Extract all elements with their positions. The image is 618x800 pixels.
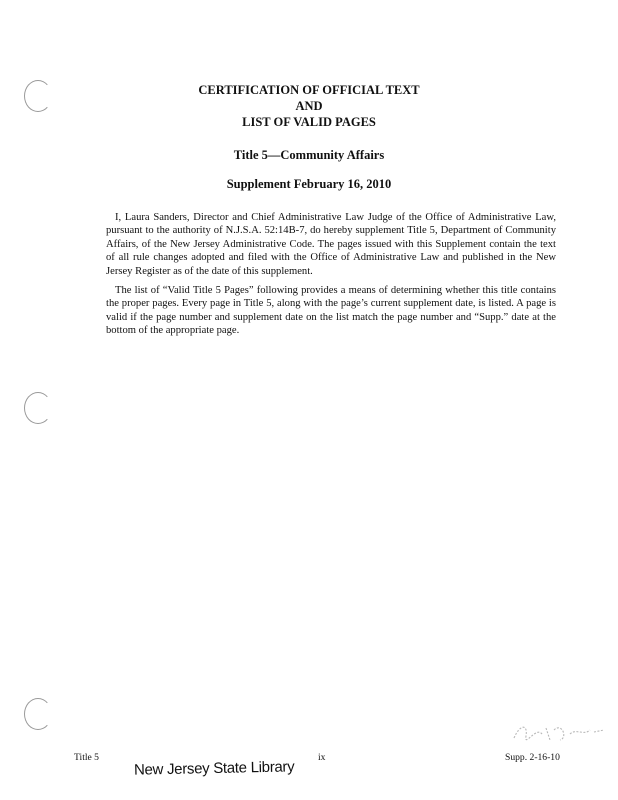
punch-hole-middle bbox=[24, 392, 52, 424]
library-stamp: New Jersey State Library bbox=[133, 758, 295, 779]
heading-line-2: AND bbox=[295, 99, 323, 113]
footer-title: Title 5 bbox=[74, 752, 99, 763]
heading-line-1: CERTIFICATION OF OFFICIAL TEXT bbox=[198, 83, 420, 97]
handwritten-mark bbox=[506, 718, 612, 746]
heading-line-3: LIST OF VALID PAGES bbox=[242, 115, 376, 129]
valid-pages-paragraph: The list of “Valid Title 5 Pages” following provides a means of determining whether this title contains the proper pages. Every page in Title 5, along with the page’s current supplement date, is listed. A page is valid if the page number and supplement date on the list match the page number and “Supp.” date at the bottom of the appropriate page. bbox=[106, 285, 556, 337]
supplement-date: Supplement February 16, 2010 bbox=[226, 177, 392, 191]
certification-paragraph: I, Laura Sanders, Director and Chief Administrative Law Judge of the Office of Administrative Law, pursuant to the authority of N.J.S.A. 52:14B-7, do hereby supplement Title 5, Department of Community Affairs, of the New Jersey Administrative Code. The pages issued with this Supplement contain the text of all rule changes adopted and filed with the Office of Administrative Law and published in the New Jersey Register as of the date of this supplement. bbox=[106, 212, 556, 277]
page-heading bbox=[0, 82, 618, 130]
punch-hole-bottom bbox=[24, 698, 52, 730]
title-subtitle: Title 5—Community Affairs bbox=[233, 148, 385, 162]
footer-supp-date: Supp. 2-16-10 bbox=[505, 752, 560, 763]
page-number: ix bbox=[318, 752, 326, 763]
